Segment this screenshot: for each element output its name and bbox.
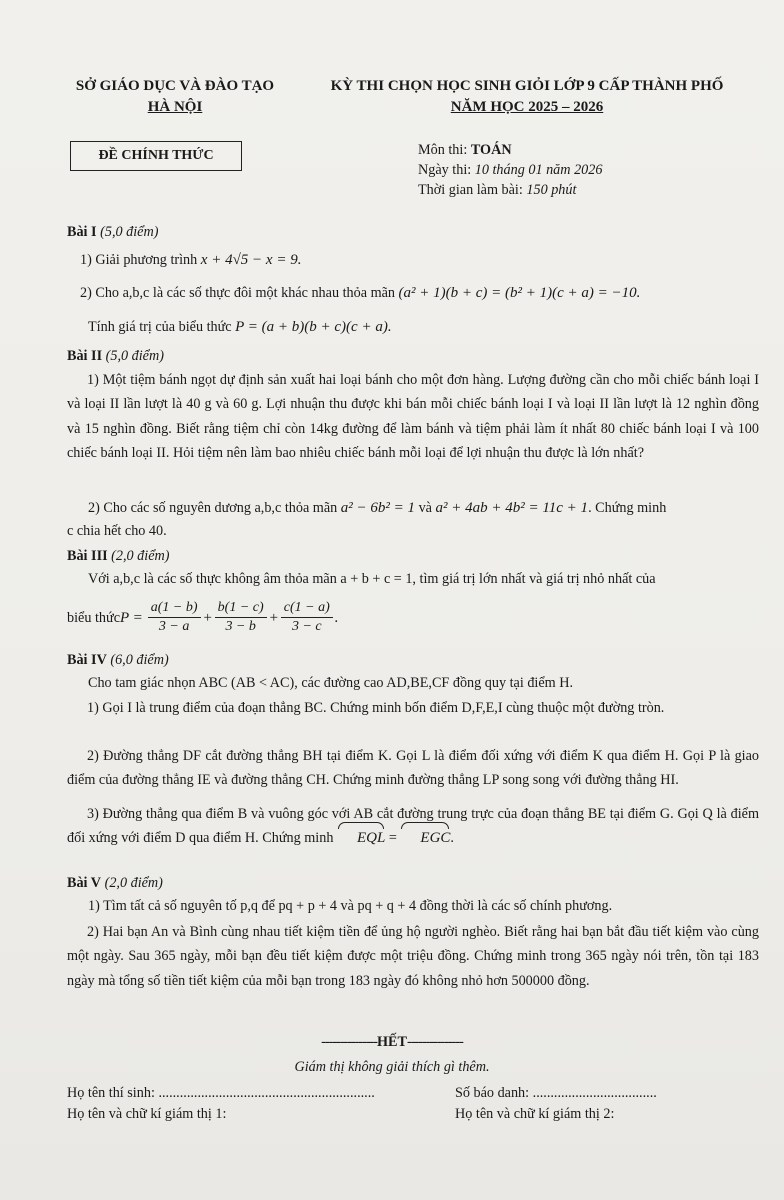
bai5-heading [67, 873, 163, 893]
bai1-q2b [88, 317, 392, 337]
bai3-f2-den: 3 − b [225, 619, 256, 634]
bai3-heading [67, 546, 169, 566]
date-value: 10 tháng 01 năm 2026 [474, 162, 603, 178]
bai3-points: (2,0 điểm) [111, 548, 170, 564]
bai4-q3 [67, 802, 759, 851]
bai1-heading [67, 222, 158, 242]
bai3-text: Với a,b,c là các số thực không âm thỏa mãn a + b + c = 1, tìm giá trị lớn nhất và giá trị nhỏ nhất của [88, 571, 656, 587]
bai4-heading [67, 650, 169, 670]
bai3-f1-num: a(1 − b) [148, 599, 201, 618]
bai2-q2-text: 2) Cho các số nguyên dương a,b,c thỏa mãn [88, 500, 341, 516]
student-name-line [67, 1083, 375, 1103]
bai4-q3-angle2: EGC [400, 826, 450, 850]
bai2-q2-end: . Chứng minh [588, 500, 667, 516]
bai3-f2-num: b(1 − c) [215, 599, 267, 618]
bai4-intro: Cho tam giác nhọn ABC (AB < AC), các đường cao AD,BE,CF đồng quy tại điểm H. [88, 675, 574, 691]
candidate-no-line [455, 1083, 657, 1103]
bai4-q3-text: 3) Đường thẳng qua điểm B và vuông góc với AB cắt đường trung trực của đoạn thẳng BE tại điểm G. Gọi Q là điểm đối xứng với điểm D qua điểm H. Chứng minh [67, 806, 759, 847]
bai2-q2 [88, 498, 666, 518]
bai3-fraction-1 [148, 599, 201, 636]
end-dash-right: --------------- [406, 1034, 463, 1050]
time-value: 150 phút [526, 182, 577, 198]
bai3-f3-num: c(1 − a) [281, 599, 333, 618]
bai5-title: Bài V [67, 875, 102, 891]
date-label: Ngày thi: [418, 162, 475, 178]
bai2-q2-math1: a² − 6b² = 1 [340, 500, 416, 516]
bai3-p-eq: P = [120, 609, 143, 626]
bai5-points: (2,0 điểm) [104, 875, 163, 891]
bai3-title: Bài III [67, 548, 108, 564]
proctor1-signature: Họ tên và chữ kí giám thị 1: [67, 1106, 227, 1122]
bai1-q2-math: (a² + 1)(b + c) = (b² + 1)(c + a) = −10. [398, 285, 641, 301]
bai4-q3-eq: = [385, 830, 401, 847]
bai4-points: (6,0 điểm) [110, 652, 169, 668]
bai5-q1: 1) Tìm tất cả số nguyên tố p,q để pq + p + 4 và pq + q + 4 đồng thời là các số chính phương. [88, 898, 613, 914]
bai3-expr-label: biểu thức [67, 609, 120, 626]
bai3-fraction-2 [215, 599, 267, 636]
subject-label: Môn thi: [418, 142, 471, 158]
subject-line [418, 140, 512, 160]
candidate-no-label: Số báo danh: [455, 1085, 533, 1101]
city-name [70, 99, 280, 116]
end-mark-text: HẾT [377, 1034, 407, 1050]
student-name-label: Họ tên thí sinh: [67, 1085, 159, 1101]
bai4-q3-end: . [450, 830, 454, 847]
bai2-q2-and: và [415, 500, 436, 516]
bai2-points: (5,0 điểm) [105, 348, 164, 364]
bai2-title: Bài II [67, 348, 103, 364]
end-mark [0, 1032, 784, 1052]
bai3-f1-den: 3 − a [158, 619, 190, 634]
proctor-note: Giám thị không giải thích gì thêm. [294, 1059, 490, 1075]
bai1-q1-text: 1) Giải phương trình [80, 252, 201, 268]
bai3-f3-den: 3 − c [291, 619, 322, 634]
time-line [418, 180, 576, 200]
city-name-text: HÀ NỘI [147, 99, 203, 115]
exam-title: KỲ THI CHỌN HỌC SINH GIỎI LỚP 9 CẤP THÀNH PHỐ [330, 78, 724, 94]
student-name-blank[interactable]: ............................................................. [158, 1085, 375, 1101]
bai1-title: Bài I [67, 224, 97, 240]
department-name: SỞ GIÁO DỤC VÀ ĐÀO TẠO [75, 78, 275, 94]
proctor2-signature: Họ tên và chữ kí giám thị 2: [455, 1106, 615, 1122]
bai3-expression: biểu thức P = $\frac{a(1 - b)}{3 - a}$ + $\frac{b(1 - c)}{3 - b}$ + $\frac{c(1 - a)}{3 - c}$ . [67, 600, 339, 634]
bai1-q2-text: 2) Cho a,b,c là các số thực đôi một khác nhau thỏa mãn [80, 285, 399, 301]
bai1-q2b-text: Tính giá trị của biểu thức [88, 319, 236, 335]
bai1-points: (5,0 điểm) [100, 224, 159, 240]
end-dash-left: --------------- [321, 1034, 378, 1050]
bai1-q2 [80, 283, 640, 303]
bai4-title: Bài IV [67, 652, 107, 668]
bai1-q1 [80, 250, 301, 270]
bai4-q3-angle1: EQL [337, 826, 385, 850]
school-year-text: NĂM HỌC 2025 – 2026 [450, 99, 604, 115]
subject-value: TOÁN [470, 142, 512, 158]
bai4-q1: 1) Gọi I là trung điểm của đoạn thẳng BC. Chứng minh bốn điểm D,F,E,I cùng thuộc một đường tròn. [87, 700, 665, 716]
bai2-q1: 1) Một tiệm bánh ngọt dự định sản xuất hai loại bánh cho một đơn hàng. Lượng đường cần cho mỗi chiếc bánh loại I và loại II lần lượt là 40 g và 60 g. Lợi nhuận thu được khi bán mỗi chiếc bánh loại I và loại II lần lượt là 12 nghìn đồng và 15 nghìn đồng. Biết rằng tiệm chỉ còn 14kg đường để làm bánh và tiệm phải làm ít nhất 80 chiếc bánh loại I và 100 chiếc bánh loại II. Hỏi tiệm nên làm bao nhiêu chiếc bánh mỗi loại để lợi nhuận thu được là lớn nhất? [67, 372, 759, 461]
candidate-no-blank[interactable]: ................................... [532, 1085, 657, 1101]
school-year [292, 99, 762, 116]
time-label: Thời gian làm bài: [418, 182, 527, 198]
official-exam-box: ĐỀ CHÍNH THỨC [70, 141, 242, 171]
bai1-q1-math: x + 4√5 − x = 9. [200, 252, 302, 268]
date-line [418, 160, 602, 180]
bai3-fraction-3 [281, 599, 333, 636]
bai2-q2-line2: c chia hết cho 40. [67, 523, 167, 539]
bai5-q2: 2) Hai bạn An và Bình cùng nhau tiết kiệm tiền để ủng hộ người nghèo. Biết rằng hai bạn bắt đầu tiết kiệm vào cùng một ngày. Sau 365 ngày, mỗi bạn đều tiết kiệm được một triệu đồng. Chứng minh trong 365 ngày nói trên, tồn tại 183 ngày mà tổng số tiền tiết kiệm của mỗi bạn trong 183 ngày đó không nhỏ hơn 500000 đồng. [67, 924, 759, 989]
bai2-heading [67, 346, 164, 366]
bai1-q2b-math: P = (a + b)(b + c)(c + a). [235, 319, 392, 335]
bai2-q2-math2: a² + 4ab + 4b² = 11c + 1 [435, 500, 589, 516]
bai4-q2: 2) Đường thẳng DF cắt đường thẳng BH tại điểm K. Gọi L là điểm đối xứng với điểm K qua điểm H. Gọi P là giao điểm của đường thẳng IE và đường thẳng CH. Chứng minh đường thẳng LP song song với đường thẳng HI. [67, 748, 759, 789]
